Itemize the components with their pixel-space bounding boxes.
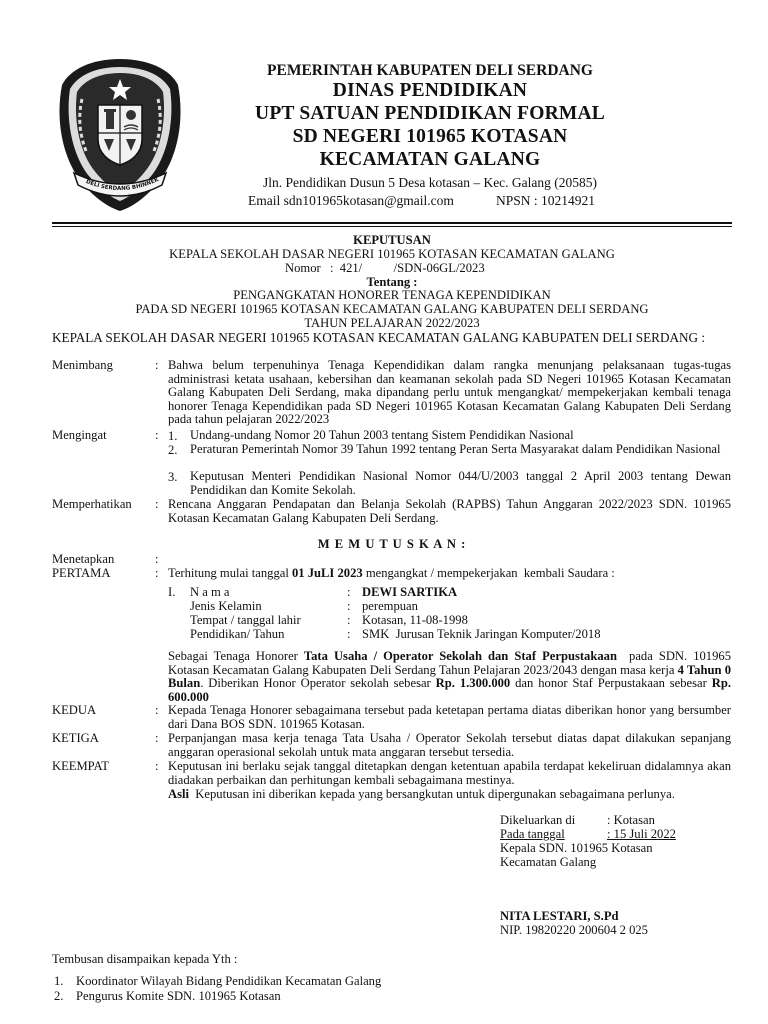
keempat-label: KEEMPAT — [52, 759, 109, 773]
colon: : — [155, 566, 159, 580]
issued-at-value: : Kotasan — [607, 813, 655, 827]
menimbang-text: Bahwa belum terpenuhinya Tenaga Kependidikan dalam rangka menunjang pelaksanaan tugas-tugas administrasi ketata usahaan, kebersihan dan keamanan sekolah pada SD Negeri 101965 Kotasan Kecamatan Galang Kabupaten Deli Serdang, maka dipandang perlu untuk mengangkat/ mempekerjakan kembali tenaga honorer Tenaga Kependidikan pada SD Negeri 101965 Kotasan Kecamatan Galang Kabupaten Deli Serdang pada tahun pelajaran 2022/2023 — [168, 358, 731, 427]
person-label-birth: Tempat / tanggal lahir — [190, 613, 301, 627]
header-school: SD NEGERI 101965 KOTASAN — [292, 126, 568, 147]
mengingat-item-1: Undang-undang Nomor 20 Tahun 2003 tentang Sistem Pendidikan Nasional — [190, 428, 574, 442]
list-number: 1. — [168, 429, 178, 443]
header-divider-thin — [52, 226, 732, 227]
keempat-text: Keputusan ini berlaku sejak tanggal ditetapkan dengan ketentuan apabila terdapat kekeliruan didalamnya akan diadakan perbaikan dan perhitungan kembali sebagaimana mestinya. — [168, 759, 731, 787]
header-government: PEMERINTAH KABUPATEN DELI SERDANG — [267, 62, 593, 79]
kedua-text: Kepada Tenaga Honorer sebagaimana tersebut pada ketetapan pertama diatas diberikan honor yang bersumber dari Dana BOS SDN. 101965 Kotasan. — [168, 703, 731, 731]
menimbang-label: Menimbang — [52, 358, 113, 372]
tembusan-item-1: Koordinator Wilayah Bidang Pendidikan Kecamatan Galang — [76, 974, 382, 988]
colon: : — [155, 358, 159, 372]
signer-position: Kepala SDN. 101965 Kotasan — [500, 841, 653, 855]
assignment-paragraph: Sebagai Tenaga Honorer Tata Usaha / Operator Sekolah dan Staf Perpustakaan pada SDN. 101965 Kotasan Kecamatan Galang Kabupaten Deli Serdang Tahun Pelajaran 2023/2043 dengan masa kerja 4 Tahun 0 Bulan. Diberikan Honor Operator sekolah sebesar Rp. 1.300.000 dan honor Staf Perpustakaan sebesar Rp. 600.000 — [168, 649, 735, 704]
list-number: 3. — [168, 470, 178, 484]
person-label-education: Pendidikan/ Tahun — [190, 627, 285, 641]
issued-at-label: Dikeluarkan di — [500, 813, 576, 827]
person-label-gender: Jenis Kelamin — [190, 599, 262, 613]
pertama-text: Terhitung mulai tanggal 01 JuLI 2023 mengangkat / mempekerjakan kembali Saudara : — [168, 566, 615, 580]
issued-date-label: Pada tanggal — [500, 827, 565, 841]
header-divider-thick — [52, 222, 732, 224]
person-value-birth: Kotasan, 11-08-1998 — [362, 613, 468, 627]
header-npsn: NPSN : 10214921 — [496, 193, 596, 208]
about-line-2: PADA SD NEGERI 101965 KOTASAN KECAMATAN GALANG KABUPATEN DELI SERDANG — [135, 302, 649, 316]
signer-district: Kecamatan Galang — [500, 855, 597, 869]
ketiga-text: Perpanjangan masa kerja tenaga Tata Usaha / Operator Sekolah tersebut diatas dapat dilakukan sepanjang anggaran operasional sekolah untuk mata anggaran tersebut tersedia. — [168, 731, 731, 759]
header-email: Email sdn101965kotasan@gmail.com — [248, 193, 454, 208]
colon: : — [347, 585, 351, 599]
kedua-label: KEDUA — [52, 703, 97, 717]
colon: : — [155, 703, 159, 717]
colon: : — [347, 599, 351, 613]
signer-nip: NIP. 19820220 200604 2 025 — [500, 923, 648, 937]
person-value-education: SMK Jurusan Teknik Jaringan Komputer/2018 — [362, 627, 601, 641]
signer-name: NITA LESTARI, S.Pd — [500, 909, 619, 923]
tembusan-heading: Tembusan disampaikan kepada Yth : — [52, 952, 238, 966]
mengingat-item-2: Peraturan Pemerintah Nomor 39 Tahun 1992 tentang Peran Serta Masyarakat dalam Pendidikan Nasional — [190, 442, 721, 456]
nomor-value: : 421/ /SDN-06GL/2023 — [330, 261, 485, 275]
colon: : — [347, 613, 351, 627]
opening-statement: KEPALA SEKOLAH DASAR NEGERI 101965 KOTASAN KECAMATAN GALANG KABUPATEN DELI SERDANG : — [52, 330, 705, 345]
person-label-name: N a m a — [190, 585, 230, 599]
tentang-label: Tentang : — [366, 275, 418, 289]
pertama-label: PERTAMA — [52, 566, 111, 580]
nomor-label: Nomor — [285, 261, 321, 275]
colon: : — [347, 627, 351, 641]
mengingat-item-3: Keputusan Menteri Pendidikan Nasional Nomor 044/U/2003 tanggal 2 April 2003 tentang Dewan Pendidikan dan Komite Sekolah. — [190, 469, 731, 497]
colon: : — [155, 497, 159, 511]
list-number: 1. — [54, 974, 64, 988]
list-number: 2. — [54, 989, 64, 1003]
header-district: KECAMATAN GALANG — [319, 149, 541, 170]
tembusan-item-2: Pengurus Komite SDN. 101965 Kotasan — [76, 989, 281, 1003]
memperhatikan-text: Rencana Anggaran Pendapatan dan Belanja Sekolah (RAPBS) Tahun Anggaran 2022/2023 SDN. 101965 Kotasan Kecamatan Galang Kabupaten Deli Serdang. — [168, 497, 731, 525]
header-upt: UPT SATUAN PENDIDIKAN FORMAL — [255, 103, 605, 124]
memperhatikan-label: Memperhatikan — [52, 497, 132, 511]
list-number: 2. — [168, 443, 178, 457]
person-value-gender: perempuan — [362, 599, 418, 613]
header-address: Jln. Pendidikan Dusun 5 Desa kotasan – Kec. Galang (20585) — [262, 175, 598, 190]
decree-heading: KEPUTUSAN — [353, 233, 431, 247]
memutuskan-heading: M E M U T U S K A N : — [317, 537, 467, 551]
header-dinas: DINAS PENDIDIKAN — [332, 80, 528, 101]
person-value-name: DEWI SARTIKA — [362, 585, 458, 599]
colon: : — [155, 552, 159, 566]
issued-date-value: : 15 Juli 2022 — [607, 827, 676, 841]
person-roman-number: I. — [168, 585, 176, 599]
start-date: 01 JuLI 2023 — [291, 566, 363, 580]
colon: : — [155, 731, 159, 745]
decree-subheading: KEPALA SEKOLAH DASAR NEGERI 101965 KOTASAN KECAMATAN GALANG — [169, 247, 615, 261]
asli-statement: Asli Keputusan ini diberikan kepada yang bersangkutan untuk dipergunakan sebagaimana perlunya. — [168, 787, 675, 801]
deli-serdang-emblem-logo — [52, 55, 188, 215]
about-line-3: TAHUN PELAJARAN 2022/2023 — [304, 316, 480, 330]
menetapkan-label: Menetapkan — [52, 552, 115, 566]
mengingat-label: Mengingat — [52, 428, 107, 442]
about-line-1: PENGANGKATAN HONORER TENAGA KEPENDIDIKAN — [233, 288, 551, 302]
ketiga-label: KETIGA — [52, 731, 99, 745]
svg-text:DELI SERDANG BHINNEKA PERKASA: DELI SERDANG BHINNEK — [84, 176, 160, 193]
colon: : — [155, 759, 159, 773]
colon: : — [155, 428, 159, 442]
